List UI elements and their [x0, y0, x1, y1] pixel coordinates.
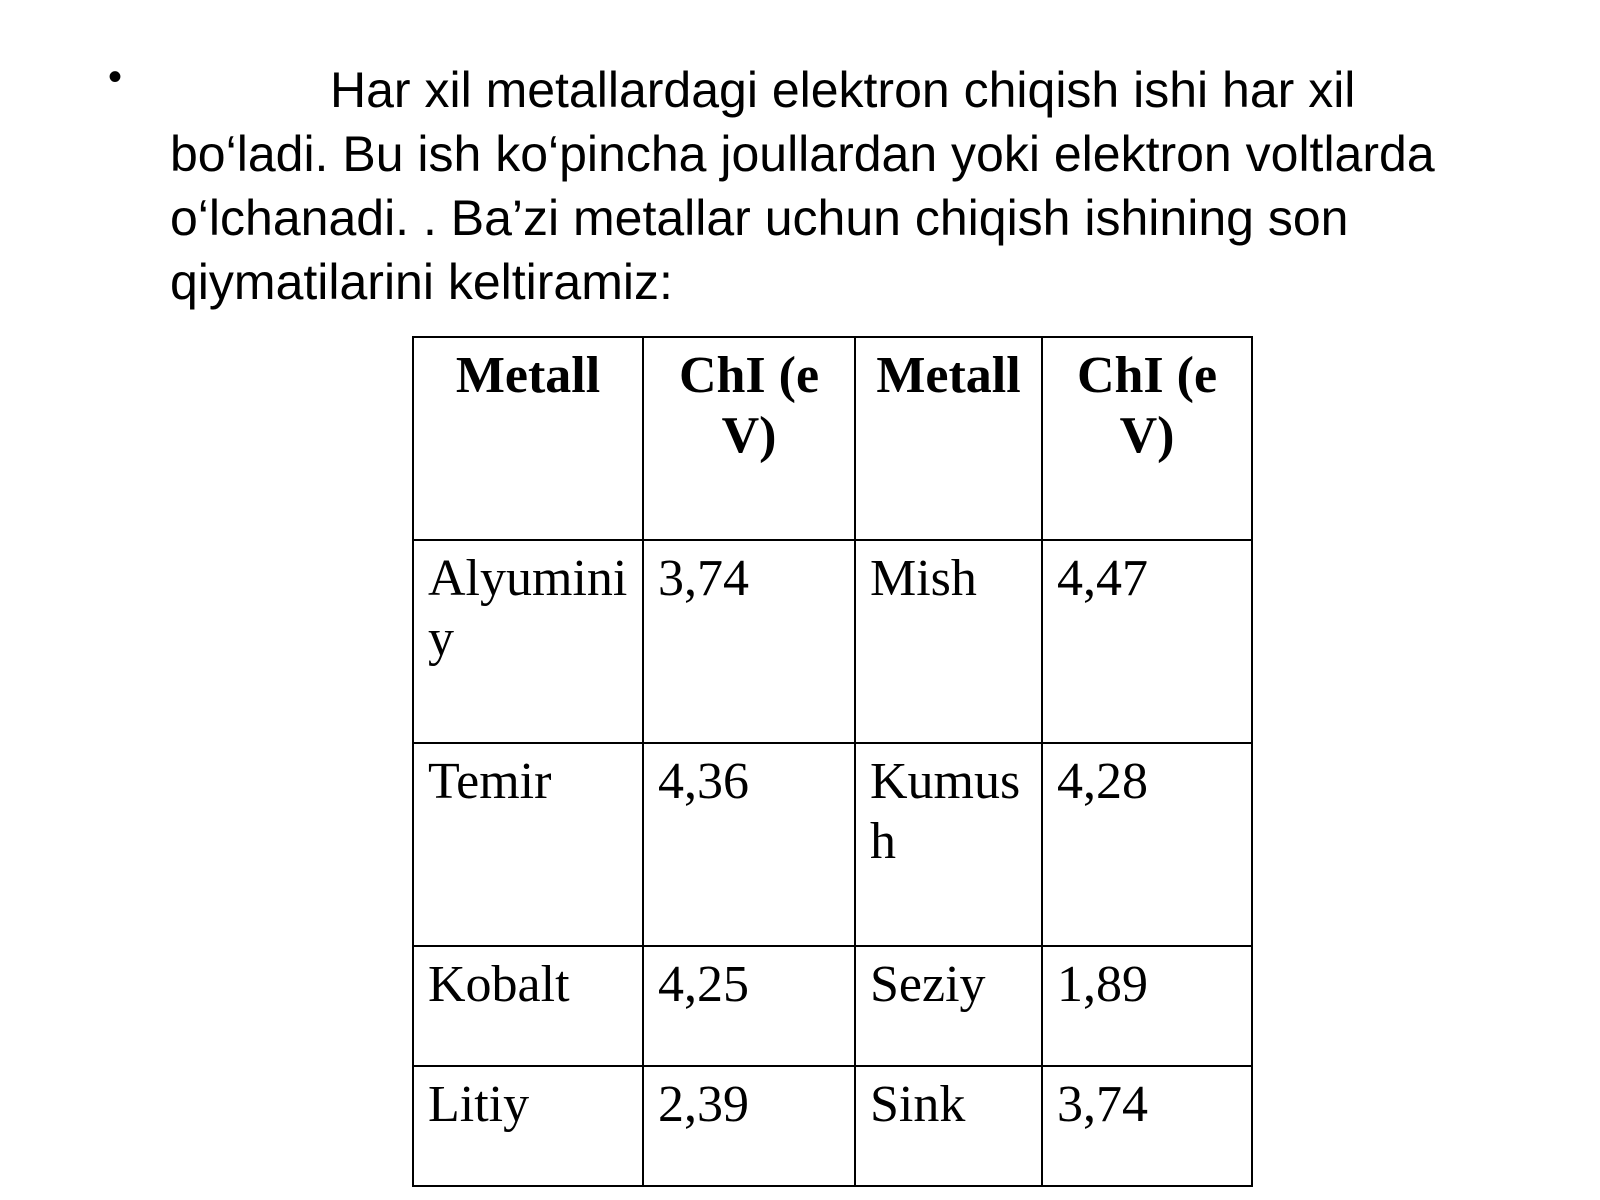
metal-cell: Kumush: [855, 743, 1042, 946]
value-cell: 4,36: [643, 743, 855, 946]
metal-cell: Litiy: [413, 1066, 643, 1186]
value-cell: 4,28: [1042, 743, 1252, 946]
bullet-icon: •: [108, 55, 123, 99]
value-cell: 2,39: [643, 1066, 855, 1186]
value-cell: 1,89: [1042, 946, 1252, 1066]
intro-text: Har xil metallardagi elektron chiqish ishi har xil bo‘ladi. Bu ish ko‘pincha joullardan yoki elektron voltlarda o‘lchanadi. . Ba’zi metallar uchun chiqish ishining son qiymatilarini keltiramiz:: [170, 62, 1435, 310]
metal-cell: Temir: [413, 743, 643, 946]
table-row: [413, 540, 1252, 743]
work-function-table: [412, 336, 1253, 1187]
metal-cell: Alyuminiy: [413, 540, 643, 743]
header-work-function-2: ChI (eV): [1042, 337, 1252, 540]
header-work-function-1: ChI (eV): [643, 337, 855, 540]
table-row: [413, 743, 1252, 946]
metal-cell: Sink: [855, 1066, 1042, 1186]
value-cell: 4,47: [1042, 540, 1252, 743]
metal-cell: Seziy: [855, 946, 1042, 1066]
header-metal-2: Metall: [855, 337, 1042, 540]
table-row: [413, 946, 1252, 1066]
value-cell: 4,25: [643, 946, 855, 1066]
metal-cell: Kobalt: [413, 946, 643, 1066]
table-header-row: [413, 337, 1252, 540]
value-cell: 3,74: [1042, 1066, 1252, 1186]
table-row: [413, 1066, 1252, 1186]
header-metal-1: Metall: [413, 337, 643, 540]
value-cell: 3,74: [643, 540, 855, 743]
metal-cell: Mish: [855, 540, 1042, 743]
